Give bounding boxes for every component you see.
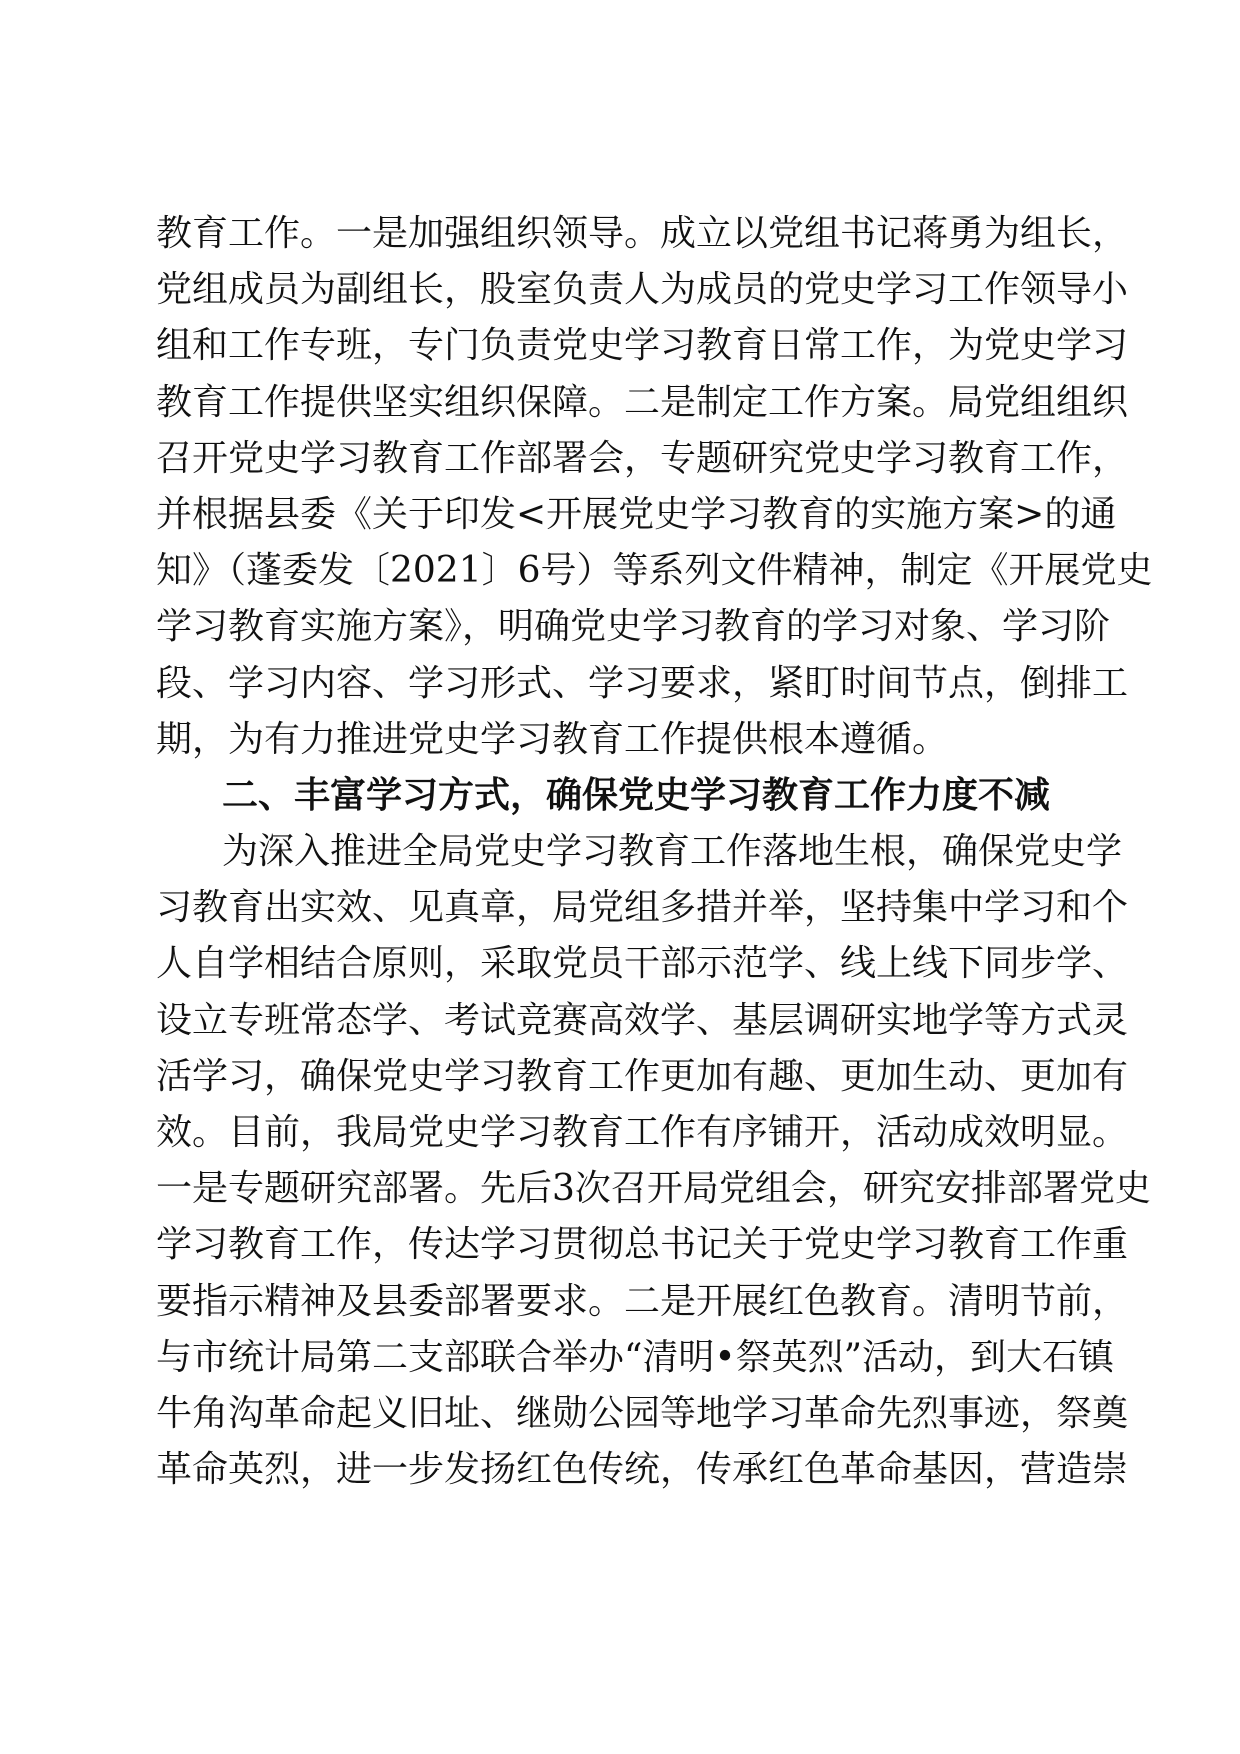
section-heading: 二、丰富学习方式，确保党史学习教育工作力度不减 — [222, 774, 1051, 816]
paragraph-line: 期，为有力推进党史学习教育工作提供根本遵循。 — [156, 718, 949, 760]
document-body — [156, 206, 1153, 1498]
paragraph-line: 学习教育工作，传达学习贯彻总书记关于党史学习教育工作重 — [156, 1224, 1129, 1266]
paragraph-line: 组和工作专班，专门负责党史学习教育日常工作，为党史学习 — [156, 325, 1129, 367]
paragraph-line: 效。目前，我局党史学习教育工作有序铺开，活动成效明显。 — [156, 1112, 1129, 1153]
paragraph-line: 学习教育实施方案》，明确党史学习教育的学习对象、学习阶 — [156, 606, 1111, 648]
paragraph-line: 一是专题研究部署。先后3次召开局党组会，研究安排部署党史 — [156, 1168, 1151, 1210]
paragraph-line: 与市统计局第二支部联合举办“清明•祭英烈”活动，到大石镇 — [156, 1336, 1115, 1378]
paragraph-line: 设立专班常态学、考试竞赛高效学、基层调研实地学等方式灵 — [156, 999, 1129, 1041]
paragraph-line: 党组成员为副组长，股室负责人为成员的党史学习工作领导小 — [156, 269, 1129, 311]
paragraph-line: 习教育出实效、见真章，局党组多措并举，坚持集中学习和个 — [156, 887, 1129, 929]
paragraph-line: 牛角沟革命起义旧址、继勋公园等地学习革命先烈事迹，祭奠 — [156, 1392, 1129, 1434]
paragraph-line: 知》（蓬委发〔2021〕6号）等系列文件精神，制定《开展党史 — [156, 550, 1153, 592]
paragraph-line: 人自学相结合原则，采取党员干部示范学、线上线下同步学、 — [156, 943, 1129, 985]
paragraph-line: 教育工作提供坚实组织保障。二是制定工作方案。局党组组织 — [156, 381, 1129, 423]
paragraph-line: 教育工作。一是加强组织领导。成立以党组书记蒋勇为组长， — [156, 213, 1129, 254]
paragraph-line: 为深入推进全局党史学习教育工作落地生根，确保党史学 — [222, 831, 1123, 873]
paragraph-line: 并根据县委《关于印发<开展党史学习教育的实施方案>的通 — [156, 493, 1117, 535]
paragraph-line: 活学习，确保党史学习教育工作更加有趣、更加生动、更加有 — [156, 1055, 1129, 1097]
paragraph-line: 段、学习内容、学习形式、学习要求，紧盯时间节点，倒排工 — [156, 662, 1129, 704]
paragraph-line: 要指示精神及县委部署要求。二是开展红色教育。清明节前， — [156, 1280, 1129, 1322]
paragraph-line: 召开党史学习教育工作部署会，专题研究党史学习教育工作， — [156, 437, 1129, 479]
paragraph-line: 革命英烈，进一步发扬红色传统，传承红色革命基因，营造崇 — [156, 1449, 1129, 1491]
